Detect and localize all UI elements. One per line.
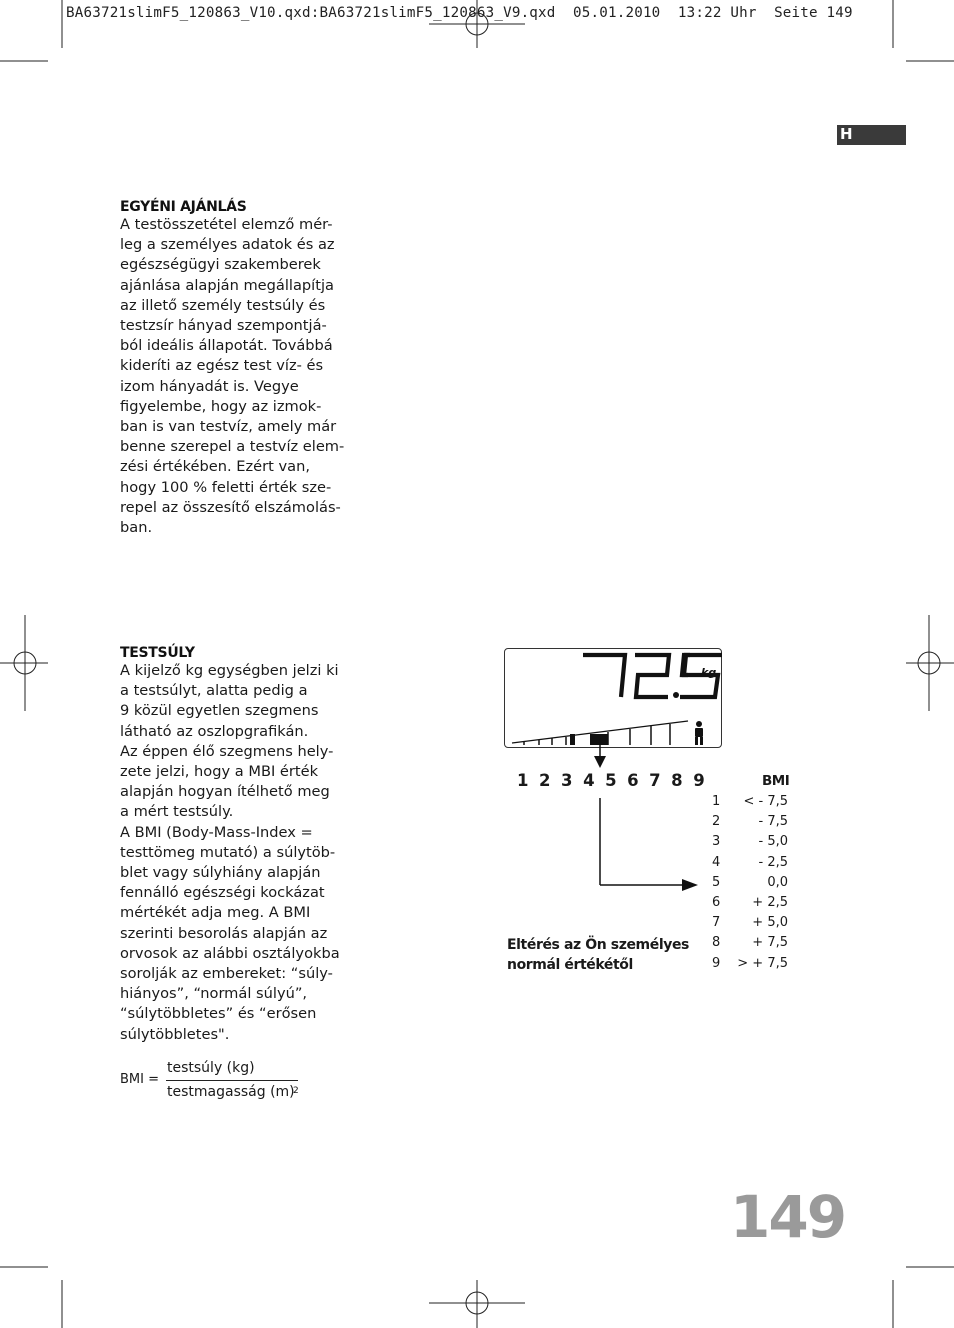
text-line: szerinti besorolás alapján az [120,924,328,942]
language-tab: H [837,125,906,145]
bmi-table-header: BMI [762,773,790,789]
bmi-deviation-value: - 2,5 [758,854,788,870]
text-line: látható az oszlopgrafikán. [120,722,309,740]
text-line: izom hányadát is. Vegye [120,377,299,395]
lcd-bar-4 [570,734,575,745]
bmi-segment-number: 5 [712,874,721,890]
text-line: alapján hogyan ítélhető meg [120,783,330,801]
bmi-segment-number: 1 [712,794,721,809]
formula-numerator: testsúly (kg) [167,1060,255,1076]
text-line: zési értékében. Ezért van, [120,458,310,476]
text-line: leg a személyes adatok és az [120,236,335,254]
text-line: testtömeg mutató) a súlytöb- [120,843,336,861]
text-line: ban. [120,519,153,537]
page-number: 149 [730,1183,846,1251]
text-line: a mért testsúly. [120,803,234,821]
bmi-deviation-value: - 7,5 [758,814,788,830]
text-line: ajánlása alapján megállapítja [120,276,334,294]
deviation-label-line1: Eltérés az Ön személyes [507,937,689,953]
text-line: az illető személy testsúly és [120,296,326,314]
bmi-table-row [712,913,788,933]
text-line: A kijelző kg egységben jelzi ki [120,662,339,679]
formula-denominator: testmagasság (m) [167,1084,295,1100]
text-line: A BMI (Body-Mass-Index = [120,823,313,841]
bmi-segment-number: 7 [712,915,721,931]
text-line: repel az összesítő elszámolás- [120,498,341,516]
text-line: testzsír hányad szempontjá- [120,317,327,335]
bmi-table-row [712,812,788,832]
text-line: figyelembe, hogy az izmok- [120,397,322,415]
text-line: ból ideális állapotát. Továbbá [120,337,333,355]
section-individual-recommendation [120,199,344,538]
bmi-deviation-value: < - 7,5 [743,794,788,809]
bmi-deviation-value: + 7,5 [752,935,788,951]
section-body [120,661,340,1045]
text-line: mértékét adja meg. A BMI [120,904,311,922]
text-line: kideríti az egész test víz- és [120,357,324,375]
text-line: benne szerepel a testvíz elem- [120,438,345,456]
text-line: súlytöbbletes". [120,1025,230,1043]
bmi-table-row [712,954,788,974]
bmi-deviation-value: + 5,0 [752,915,788,931]
bmi-table-row [712,873,788,893]
text-line: sorolják az embereket: “súly- [120,965,333,983]
section-title: TESTSÚLY [120,645,195,661]
text-line: 9 közül egyetlen szegmens [120,702,319,720]
text-line: hogy 100 % feletti érték sze- [120,478,332,496]
bmi-segment-number: 9 [712,955,721,971]
bmi-table-row [712,832,788,852]
lcd-unit: kg [700,665,716,679]
bmi-segment-number: 3 [712,834,721,850]
bmi-segment-number: 8 [712,935,721,951]
bmi-segment-number: 2 [712,814,721,830]
bmi-formula [120,1059,320,1105]
fraction-bar [166,1080,298,1081]
bmi-table-row [712,933,788,953]
bmi-deviation-value: 0,0 [767,874,788,890]
print-slug: BA63721slimF5_120863_V10.qxd:BA63721slimF5_120863_V9.qxd 05.01.2010 13:22 Uhr Seite 149 [66,5,853,21]
text-line: ban is van testvíz, amely már [120,418,337,436]
text-line: zete jelzi, hogy a MBI érték [120,763,319,781]
text-line: blet vagy súlyhiány alapján [120,864,321,882]
bmi-segment-number: 4 [712,854,721,870]
text-line: Az éppen élő szegmens hely- [120,742,334,760]
text-line: A testösszetétel elemző mér- [120,216,333,233]
deviation-label-line2: normál értékétől [507,957,633,974]
segment-numbers: 1 2 3 4 5 6 7 8 9 [517,771,708,790]
text-line: egészségügyi szakemberek [120,256,321,274]
bmi-segment-number: 6 [712,895,721,911]
text-line: hiányos”, “normál súlyú”, [120,985,308,1003]
bmi-deviation-value: - 5,0 [758,834,788,850]
text-line: orvosok az alábbi osztályokba [120,944,340,962]
bmi-deviation-value: > + 7,5 [737,955,788,971]
formula-exponent: 2 [293,1086,299,1096]
section-body-weight [120,645,340,1045]
segment-arrow [590,730,710,895]
bmi-table-row [712,853,788,873]
section-title: EGYÉNI AJÁNLÁS [120,199,247,215]
bmi-deviation-value: + 2,5 [752,895,788,911]
bmi-table-row [712,893,788,913]
text-line: “súlytöbbletes” és “erősen [120,1005,317,1023]
text-line: fennálló egészségi kockázat [120,884,325,902]
text-line: a testsúlyt, alatta pedig a [120,682,308,700]
section-body [120,215,344,538]
bmi-table-row [712,792,788,812]
deviation-label [507,935,689,975]
formula-lhs: BMI = [120,1072,159,1087]
bmi-table [712,792,788,974]
lcd-decimal-point [673,692,679,698]
